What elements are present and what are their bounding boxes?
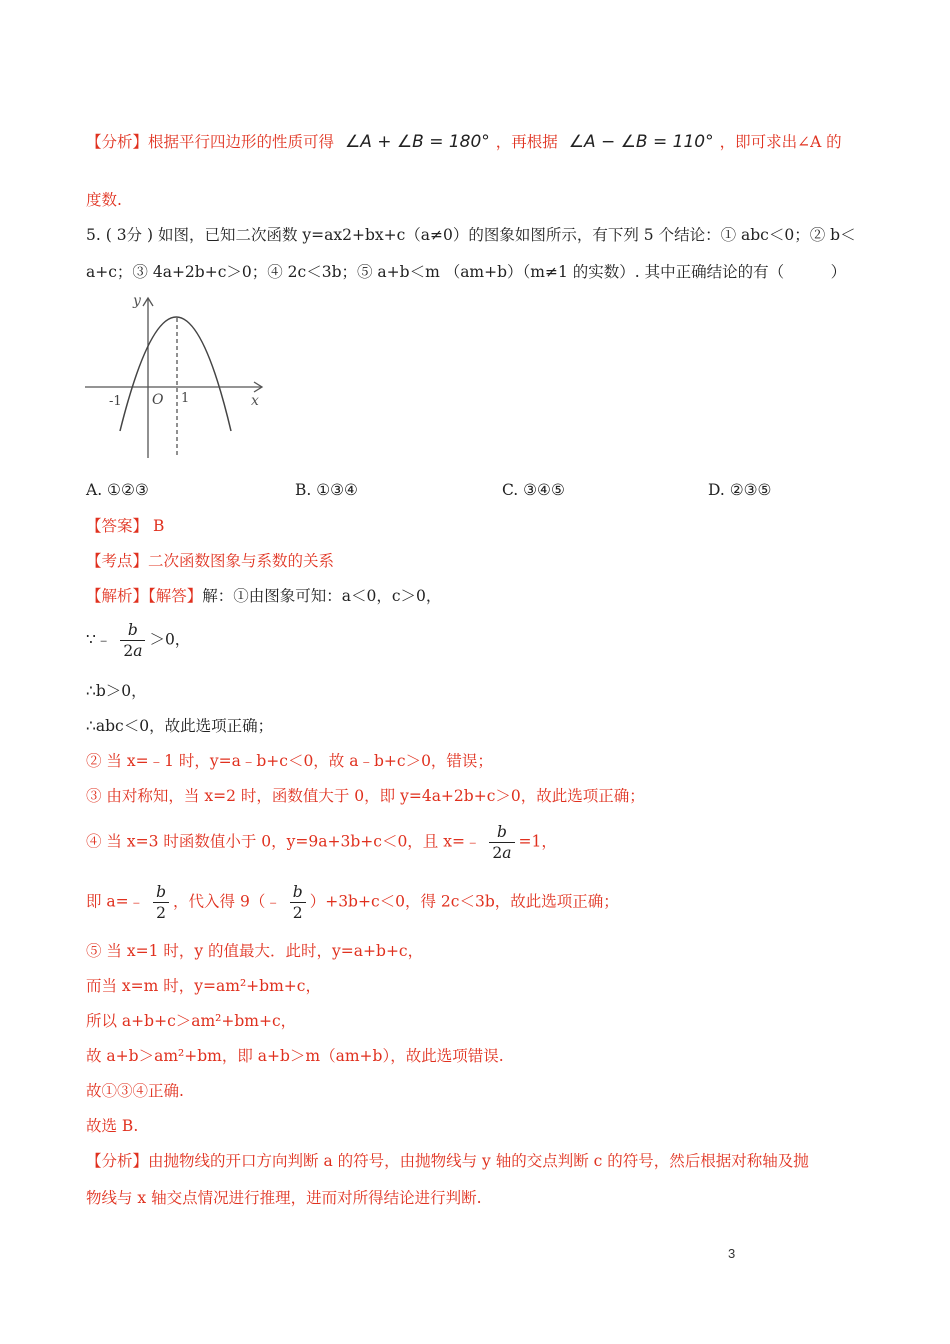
option-d: D. ②③⑤	[708, 481, 772, 499]
fraction-denominator	[489, 843, 514, 863]
solution-line-13: 故选 B.	[86, 1117, 139, 1135]
formula-angle-sum: ∠A + ∠B = 180°	[344, 132, 490, 152]
analysis-line2: 物线与 x 轴交点情况进行推理，进而对所得结论进行判断.	[86, 1189, 482, 1207]
analysis-line1	[86, 1150, 809, 1172]
kaodian-line	[86, 550, 334, 572]
solution-intro: 解：①由图象可知：a＜0，c＞0，	[202, 587, 442, 605]
analysis-tag: 【分析】	[86, 1152, 149, 1170]
solution-line-3: ∴abc＜0，故此选项正确；	[86, 717, 274, 735]
option-b: B. ①③④	[295, 481, 358, 499]
den-coef: 2	[123, 642, 134, 660]
parabola-graph	[80, 290, 270, 462]
den-var: a	[502, 844, 512, 862]
solution-l6-post: =1，	[518, 832, 557, 851]
solution-line-9: 而当 x=m 时，y=am²+bm+c，	[86, 977, 321, 995]
solution-line-11: 故 a+b＞am²+bm，即 a+b＞m（am+b），故此选项错误.	[86, 1047, 504, 1065]
solution-line-4: ② 当 x=﹣1 时，y=a﹣b+c＜0，故 a﹣b+c＞0，错误；	[86, 752, 493, 770]
solution-l7-post: ）+3b+c＜0，得 2c＜3b，故此选项正确；	[309, 892, 619, 911]
solution-l7-mid: ，代入得 9（﹣	[173, 892, 281, 911]
prev-analysis-line1	[86, 131, 842, 153]
answer-value: B	[148, 517, 165, 535]
fraction-b-over-2	[153, 882, 169, 923]
fraction-numerator: b	[120, 620, 145, 641]
solution-line-12: 故①③④正确.	[86, 1082, 184, 1100]
fraction-b-over-2a-2	[489, 822, 514, 863]
solution-line-8: ⑤ 当 x=1 时，y 的值最大．此时，y=a+b+c，	[86, 942, 424, 960]
y-axis-label: y	[133, 293, 141, 309]
fraction-b-over-2a	[120, 620, 145, 661]
solution-line-5: ③ 由对称知，当 x=2 时，函数值大于 0，即 y=4a+2b+c＞0，故此选项正确；	[86, 787, 645, 805]
solution-tag: 【解析】【解答】	[86, 587, 203, 605]
prev-analysis-text1: 根据平行四边形的性质可得	[148, 133, 335, 151]
fraction-denominator: 2	[156, 904, 166, 922]
solution-line-1	[86, 620, 190, 661]
solution-l6-pre: ④ 当 x=3 时函数值小于 0，y=9a+3b+c＜0，且 x=﹣	[86, 832, 481, 851]
option-c: C. ③④⑤	[502, 481, 565, 499]
fraction-denominator: 2	[292, 904, 303, 922]
den-coef: 2	[492, 844, 503, 862]
neg-one-label: -1	[109, 394, 122, 409]
prev-analysis-text2: ，再根据	[495, 133, 558, 151]
answer-tag: 【答案】	[86, 517, 149, 535]
kaodian-tag: 【考点】	[86, 552, 149, 570]
analysis-text1: 由抛物线的开口方向判断 a 的符号，由抛物线与 y 轴的交点判断 c 的符号，然后根据对称轴及抛	[148, 1152, 809, 1170]
solution-intro-line	[86, 585, 441, 607]
solution-l7-pre: 即 a=﹣	[86, 892, 145, 911]
solution-l1-post: ＞0，	[149, 630, 191, 649]
fraction-denominator	[120, 641, 145, 661]
one-label: 1	[181, 391, 190, 406]
fraction-numerator: b	[153, 882, 169, 903]
fraction-numerator: b	[489, 822, 514, 843]
prev-analysis-text3: ，即可求出∠A 的	[719, 133, 842, 151]
den-var: a	[133, 642, 143, 660]
page-number: 3	[728, 1246, 736, 1261]
origin-label: O	[152, 392, 164, 408]
x-axis-label: x	[251, 393, 259, 409]
solution-line-7	[86, 882, 619, 923]
answer-line	[86, 515, 164, 537]
prev-analysis-tag: 【分析】	[86, 133, 149, 151]
question-line2: a+c；③ 4a+2b+c＞0；④ 2c＜3b；⑤ a+b＜m （am+b）（m≠1 的实数）. 其中正确结论的有（ ）	[86, 263, 847, 281]
fraction-b-over-2-second	[290, 882, 306, 923]
prev-analysis-line2: 度数.	[86, 191, 122, 209]
solution-l1-pre: ∵﹣	[86, 630, 112, 649]
option-a: A. ①②③	[86, 481, 149, 499]
formula-angle-diff: ∠A − ∠B = 110°	[568, 132, 714, 152]
fraction-numerator: b	[290, 882, 306, 903]
solution-line-6	[86, 822, 557, 863]
kaodian-text: 二次函数图象与系数的关系	[148, 552, 335, 570]
solution-line-10: 所以 a+b+c＞am²+bm+c，	[86, 1012, 297, 1030]
solution-line-2: ∴b＞0，	[86, 682, 147, 700]
question-line1: 5. ( 3分 ) 如图，已知二次函数 y=ax2+bx+c（a≠0）的图象如图所示，有下列 5 个结论：① abc＜0；② b＜	[86, 226, 856, 244]
